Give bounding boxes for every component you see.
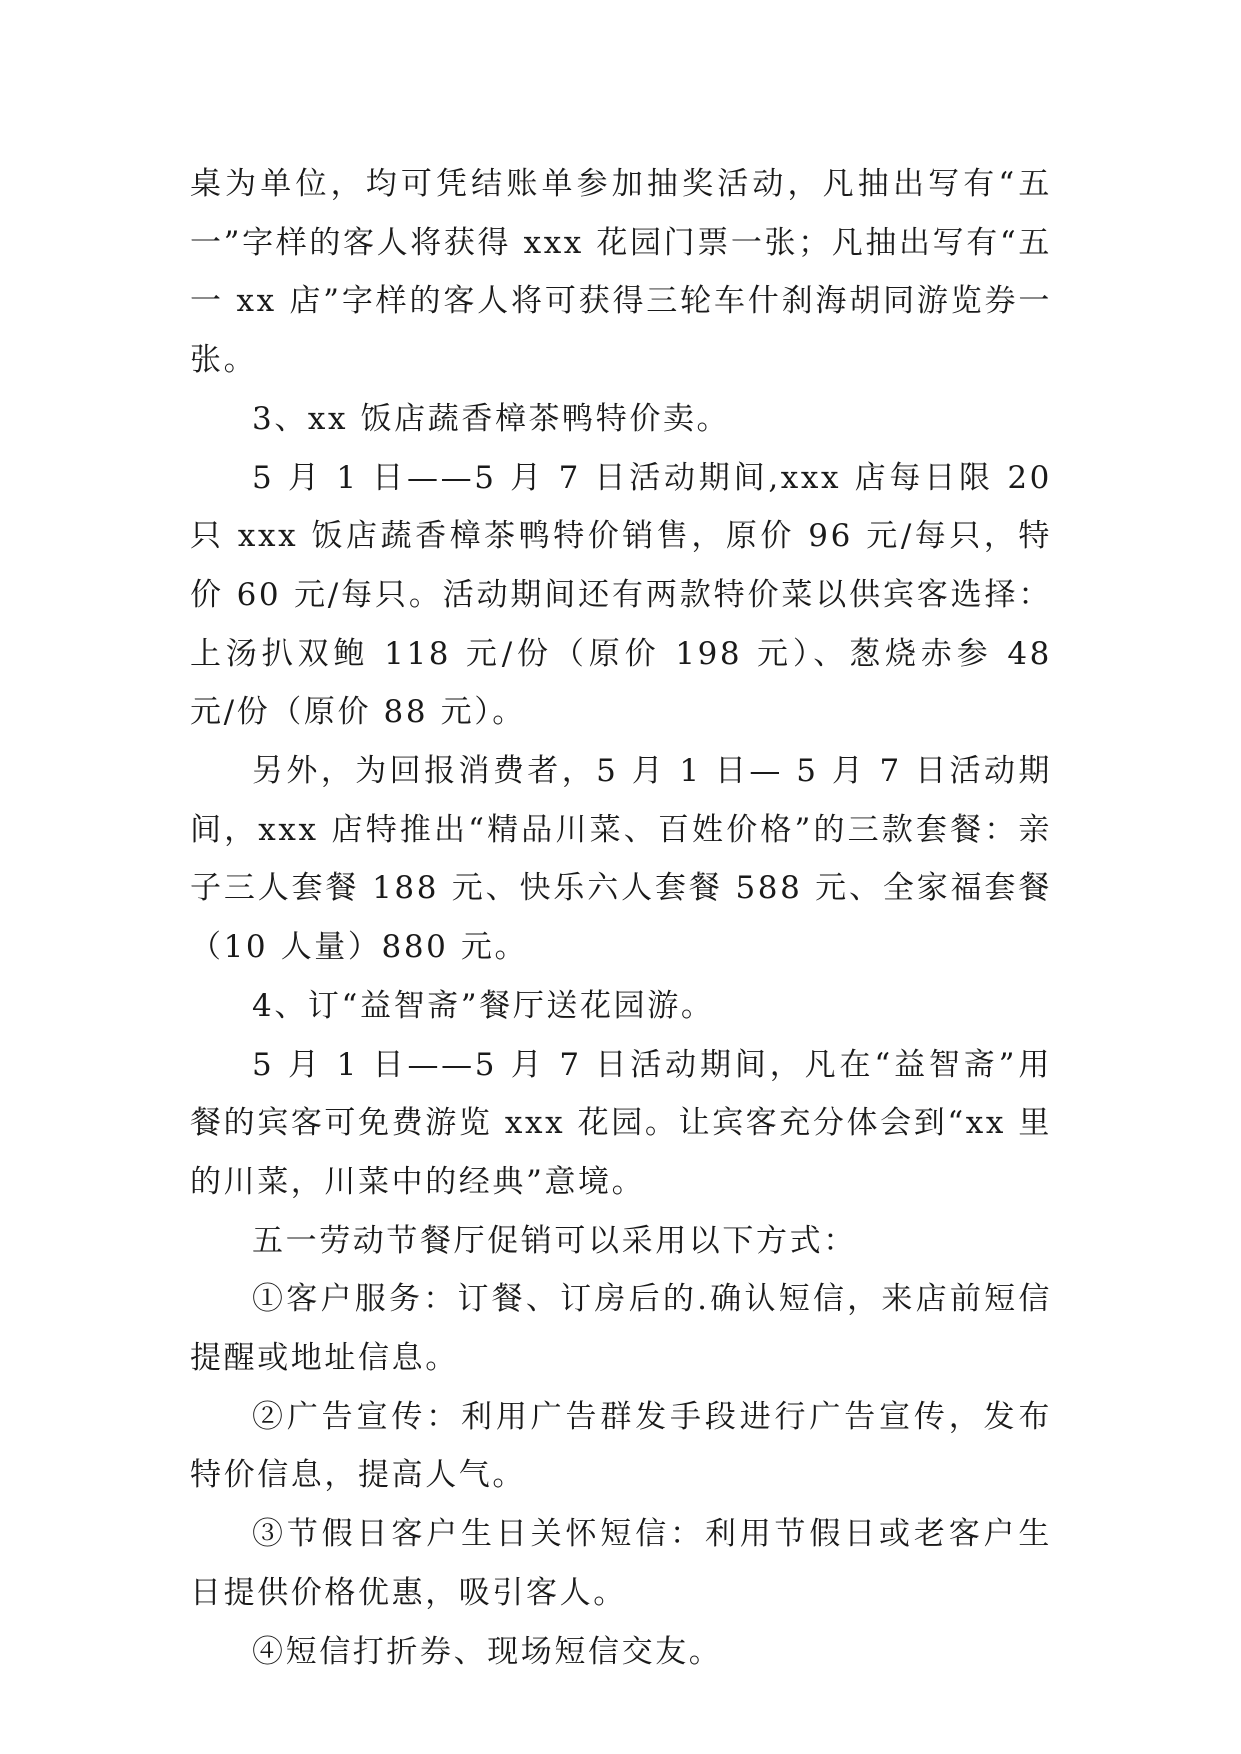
paragraph-item-3-heading: 3、xx 饭店蔬香樟茶鸭特价卖。 <box>252 400 731 437</box>
paragraph-method-coupons: ④短信打折券、现场短信交友。 <box>252 1633 723 1670</box>
paragraph-method-advertising: ②广告宣传：利用广告群发手段进行广告宣传，发布特价信息，提高人气。 <box>190 1398 1052 1494</box>
paragraph-item-4-heading: 4、订“益智斋”餐厅送花园游。 <box>252 987 715 1024</box>
paragraph-garden-tour: 5 月 1 日——5 月 7 日活动期间，凡在“益智斋”用餐的宾客可免费游览 xxx 花园。让宾客充分体会到“xx 里的川菜，川菜中的经典”意境。 <box>190 1046 1052 1200</box>
paragraph-lottery-prizes: 桌为单位，均可凭结账单参加抽奖活动，凡抽出写有“五一”字样的客人将获得 xxx 花园门票一张；凡抽出写有“五一 xx 店”字样的客人将可获得三轮车什刹海胡同游览券一张。 <box>190 166 1052 379</box>
paragraph-set-meals: 另外，为回报消费者，5 月 1 日— 5 月 7 日活动期间，xxx 店特推出“精品川菜、百姓价格”的三款套餐：亲子三人套餐 188 元、快乐六人套餐 588 元、全家福套餐（10 人量）880 元。 <box>190 753 1052 966</box>
paragraph-method-holiday-care: ③节假日客户生日关怀短信：利用节假日或老客户生日提供价格优惠，吸引客人。 <box>190 1516 1052 1611</box>
document-body <box>190 155 1052 1681</box>
paragraph-promotion-methods-intro: 五一劳动节餐厅促销可以采用以下方式： <box>252 1222 857 1259</box>
paragraph-method-customer-service: ①客户服务：订餐、订房后的.确认短信，来店前短信提醒或地址信息。 <box>190 1281 1052 1377</box>
paragraph-duck-special-price: 5 月 1 日——5 月 7 日活动期间,xxx 店每日限 20 只 xxx 饭店蔬香樟茶鸭特价销售，原价 96 元/每只，特价 60 元/每只。活动期间还有两款特价菜以供宾客选择：上汤扒双鲍 118 元/份（原价 198 元）、葱烧赤参 48 元/份（原价 88 元）。 <box>190 459 1052 731</box>
